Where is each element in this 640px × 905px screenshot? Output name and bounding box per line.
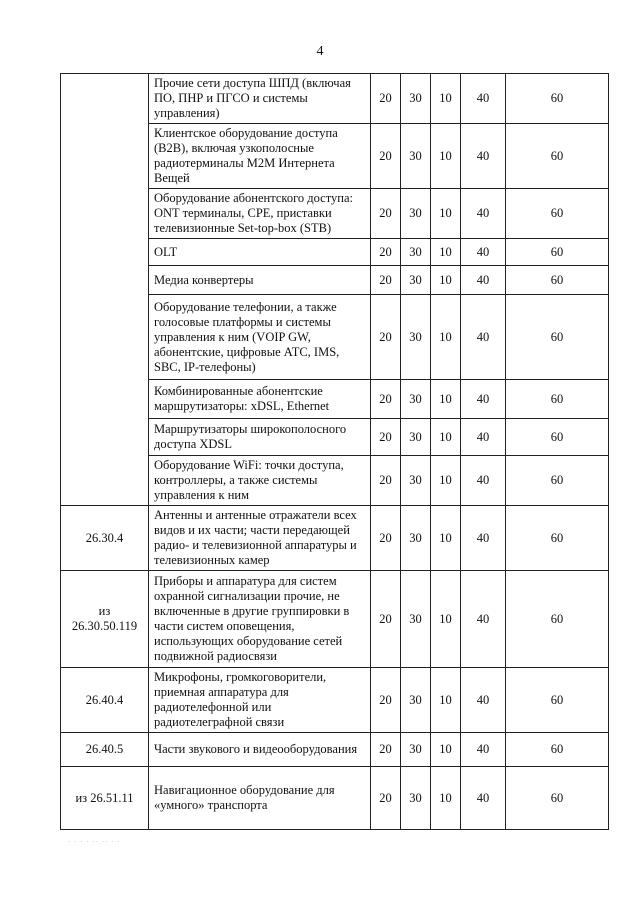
value-cell: 40	[461, 266, 506, 295]
value-cell: 30	[401, 380, 431, 419]
value-cell: 60	[506, 506, 609, 571]
value-cell: 40	[461, 506, 506, 571]
product-name-cell: Антенны и антенные отражатели всех видов и их части; части передающей радио- и телевизионной аппаратуры и телевизионных камер	[149, 506, 371, 571]
value-cell: 60	[506, 767, 609, 830]
value-cell: 40	[461, 380, 506, 419]
value-cell: 40	[461, 733, 506, 767]
value-cell: 20	[371, 506, 401, 571]
value-cell: 40	[461, 767, 506, 830]
value-cell: 10	[431, 419, 461, 456]
value-cell: 20	[371, 668, 401, 733]
page-number: 4	[316, 44, 324, 59]
value-cell: 10	[431, 506, 461, 571]
product-name-cell: Медиа конвертеры	[149, 266, 371, 295]
value-cell: 20	[371, 189, 401, 239]
value-cell: 30	[401, 189, 431, 239]
value-cell: 60	[506, 380, 609, 419]
value-cell: 10	[431, 571, 461, 668]
product-name-cell: Комбинированные абонентские маршрутизаторы: xDSL, Ethernet	[149, 380, 371, 419]
value-cell: 30	[401, 456, 431, 506]
value-cell: 30	[401, 767, 431, 830]
value-cell: 10	[431, 266, 461, 295]
product-name-cell: Части звукового и видеооборудования	[149, 733, 371, 767]
product-name-cell: Оборудование абонентского доступа: ONT терминалы, CPE, приставки телевизионные Set-top-box (STB)	[149, 189, 371, 239]
product-name-cell: Прочие сети доступа ШПД (включая ПО, ПНР и ПГСО и системы управления)	[149, 74, 371, 124]
value-cell: 40	[461, 74, 506, 124]
value-cell: 10	[431, 295, 461, 380]
value-cell: 40	[461, 189, 506, 239]
value-cell: 10	[431, 239, 461, 266]
value-cell: 30	[401, 266, 431, 295]
value-cell: 30	[401, 571, 431, 668]
value-cell: 20	[371, 74, 401, 124]
value-cell: 60	[506, 295, 609, 380]
value-cell: 20	[371, 266, 401, 295]
value-cell: 30	[401, 506, 431, 571]
product-name-cell: Приборы и аппаратура для систем охранной сигнализации прочие, не включенные в другие группировки в части систем оповещения, использующих оборудование сетей подвижной радиосвязи	[149, 571, 371, 668]
okpd-code-cell: 26.40.5	[61, 733, 149, 767]
okpd-code-cell: из 26.51.11	[61, 767, 149, 830]
product-name-cell: Маршрутизаторы широкополосного доступа XDSL	[149, 419, 371, 456]
value-cell: 10	[431, 668, 461, 733]
value-cell: 20	[371, 124, 401, 189]
value-cell: 10	[431, 456, 461, 506]
value-cell: 30	[401, 668, 431, 733]
okpd-code-cell: 26.30.4	[61, 506, 149, 571]
product-name-cell: Оборудование телефонии, а также голосовые платформы и системы управления к ним (VOIP GW, абонентские, цифровые АТС, IMS, SBC, IP-телефоны)	[149, 295, 371, 380]
table-row	[61, 74, 609, 124]
value-cell: 40	[461, 239, 506, 266]
table-row	[61, 571, 609, 668]
value-cell: 20	[371, 733, 401, 767]
product-name-cell: Микрофоны, громкоговорители, приемная аппаратура для радиотелефонной или радиотелеграфной связи	[149, 668, 371, 733]
value-cell: 60	[506, 419, 609, 456]
value-cell: 10	[431, 733, 461, 767]
value-cell: 20	[371, 380, 401, 419]
value-cell: 30	[401, 74, 431, 124]
table-row	[61, 668, 609, 733]
product-name-cell: OLT	[149, 239, 371, 266]
okpd-code-cell	[61, 74, 149, 506]
value-cell: 30	[401, 733, 431, 767]
value-cell: 10	[431, 124, 461, 189]
value-cell: 10	[431, 767, 461, 830]
product-name-cell: Навигационное оборудование для «умного» транспорта	[149, 767, 371, 830]
table-row	[61, 733, 609, 767]
value-cell: 30	[401, 295, 431, 380]
okpd-code-cell: из 26.30.50.119	[61, 571, 149, 668]
value-cell: 40	[461, 571, 506, 668]
value-cell: 10	[431, 189, 461, 239]
value-cell: 40	[461, 295, 506, 380]
value-cell: 20	[371, 239, 401, 266]
value-cell: 60	[506, 239, 609, 266]
value-cell: 40	[461, 668, 506, 733]
value-cell: 20	[371, 295, 401, 380]
product-name-cell: Клиентское оборудование доступа (B2B), включая узкополосные радиотерминалы M2M Интернета Вещей	[149, 124, 371, 189]
table-row	[61, 506, 609, 571]
okpd-code-cell: 26.40.4	[61, 668, 149, 733]
value-cell: 30	[401, 124, 431, 189]
value-cell: 60	[506, 733, 609, 767]
value-cell: 10	[431, 380, 461, 419]
value-cell: 60	[506, 571, 609, 668]
table-row	[61, 767, 609, 830]
product-name-cell: Оборудование WiFi: точки доступа, контроллеры, а также системы управления к ним	[149, 456, 371, 506]
value-cell: 60	[506, 266, 609, 295]
value-cell: 40	[461, 456, 506, 506]
value-cell: 20	[371, 767, 401, 830]
value-cell: 40	[461, 419, 506, 456]
value-cell: 40	[461, 124, 506, 189]
scan-artifact: · · · · ·· ·· · ·	[68, 838, 121, 846]
value-cell: 30	[401, 239, 431, 266]
value-cell: 20	[371, 456, 401, 506]
value-cell: 60	[506, 456, 609, 506]
equipment-table	[60, 73, 609, 830]
value-cell: 20	[371, 419, 401, 456]
value-cell: 60	[506, 74, 609, 124]
value-cell: 10	[431, 74, 461, 124]
value-cell: 60	[506, 124, 609, 189]
value-cell: 60	[506, 668, 609, 733]
value-cell: 30	[401, 419, 431, 456]
value-cell: 20	[371, 571, 401, 668]
value-cell: 60	[506, 189, 609, 239]
